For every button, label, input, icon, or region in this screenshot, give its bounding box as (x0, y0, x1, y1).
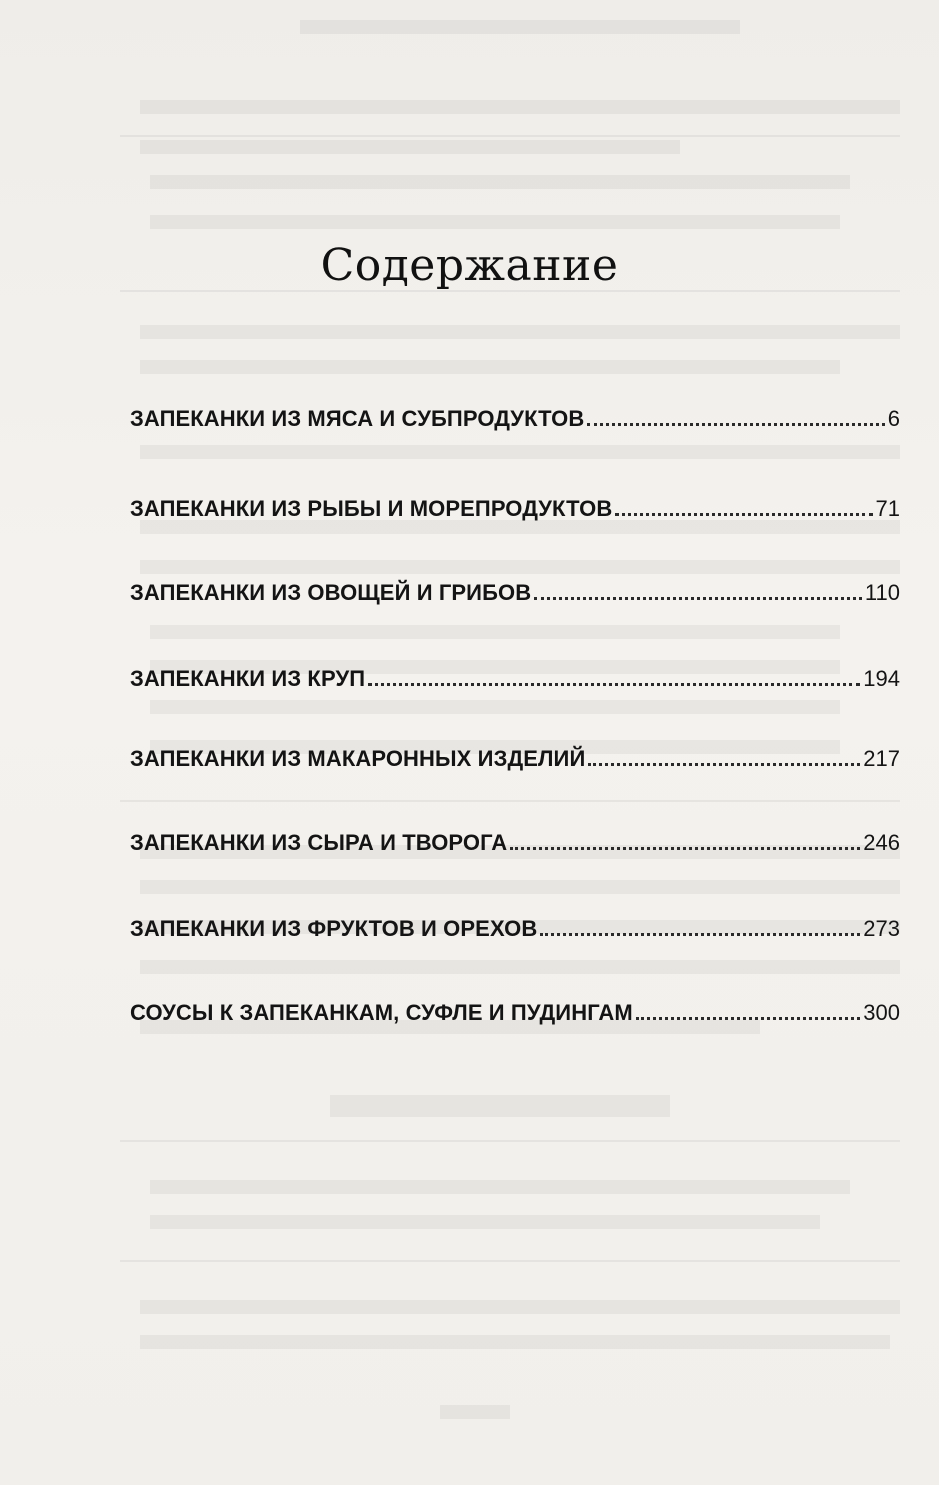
dot-leader (510, 847, 860, 850)
toc-entry-cheese[interactable] (130, 816, 900, 856)
toc-entry-page: 71 (875, 496, 900, 521)
toc-entry-grains[interactable] (130, 652, 900, 692)
toc-entry-page: 194 (863, 666, 900, 691)
toc-entry-fruits[interactable] (130, 902, 900, 942)
dot-leader (534, 597, 862, 600)
dot-leader (587, 423, 884, 426)
toc-entry-label: ЗАПЕКАНКИ ИЗ МАКАРОННЫХ ИЗДЕЛИЙ (130, 746, 586, 771)
toc-entry-page: 110 (864, 580, 900, 605)
dot-leader (615, 513, 872, 516)
toc-entry-meat[interactable] (130, 392, 900, 432)
toc-entry-page: 6 (887, 406, 900, 431)
toc-entry-sauces[interactable] (130, 986, 900, 1026)
toc-entry-label: ЗАПЕКАНКИ ИЗ КРУП (130, 666, 366, 691)
toc-entry-label: ЗАПЕКАНКИ ИЗ РЫБЫ И МОРЕПРОДУКТОВ (130, 496, 613, 521)
toc-entry-label: ЗАПЕКАНКИ ИЗ МЯСА И СУБПРОДУКТОВ (130, 406, 585, 431)
toc-entry-label: ЗАПЕКАНКИ ИЗ ОВОЩЕЙ И ГРИБОВ (130, 580, 532, 605)
table-of-contents (130, 0, 900, 1485)
dot-leader (588, 763, 860, 766)
dot-leader (636, 1017, 860, 1020)
toc-entry-label: СОУСЫ К ЗАПЕКАНКАМ, СУФЛЕ И ПУДИНГАМ (130, 1000, 633, 1025)
toc-entry-label: ЗАПЕКАНКИ ИЗ СЫРА И ТВОРОГА (130, 830, 508, 855)
toc-entry-pasta[interactable] (130, 732, 900, 772)
toc-entry-page: 300 (863, 1000, 900, 1025)
toc-entry-page: 217 (863, 746, 900, 771)
toc-entry-page: 273 (863, 916, 900, 941)
toc-entry-page: 246 (863, 830, 900, 855)
toc-entry-vegetables[interactable] (130, 566, 900, 606)
dot-leader (368, 683, 860, 686)
toc-entry-label: ЗАПЕКАНКИ ИЗ ФРУКТОВ И ОРЕХОВ (130, 916, 538, 941)
dot-leader (540, 933, 860, 936)
page-title: Содержание (320, 240, 619, 291)
toc-entry-fish[interactable] (130, 482, 900, 522)
